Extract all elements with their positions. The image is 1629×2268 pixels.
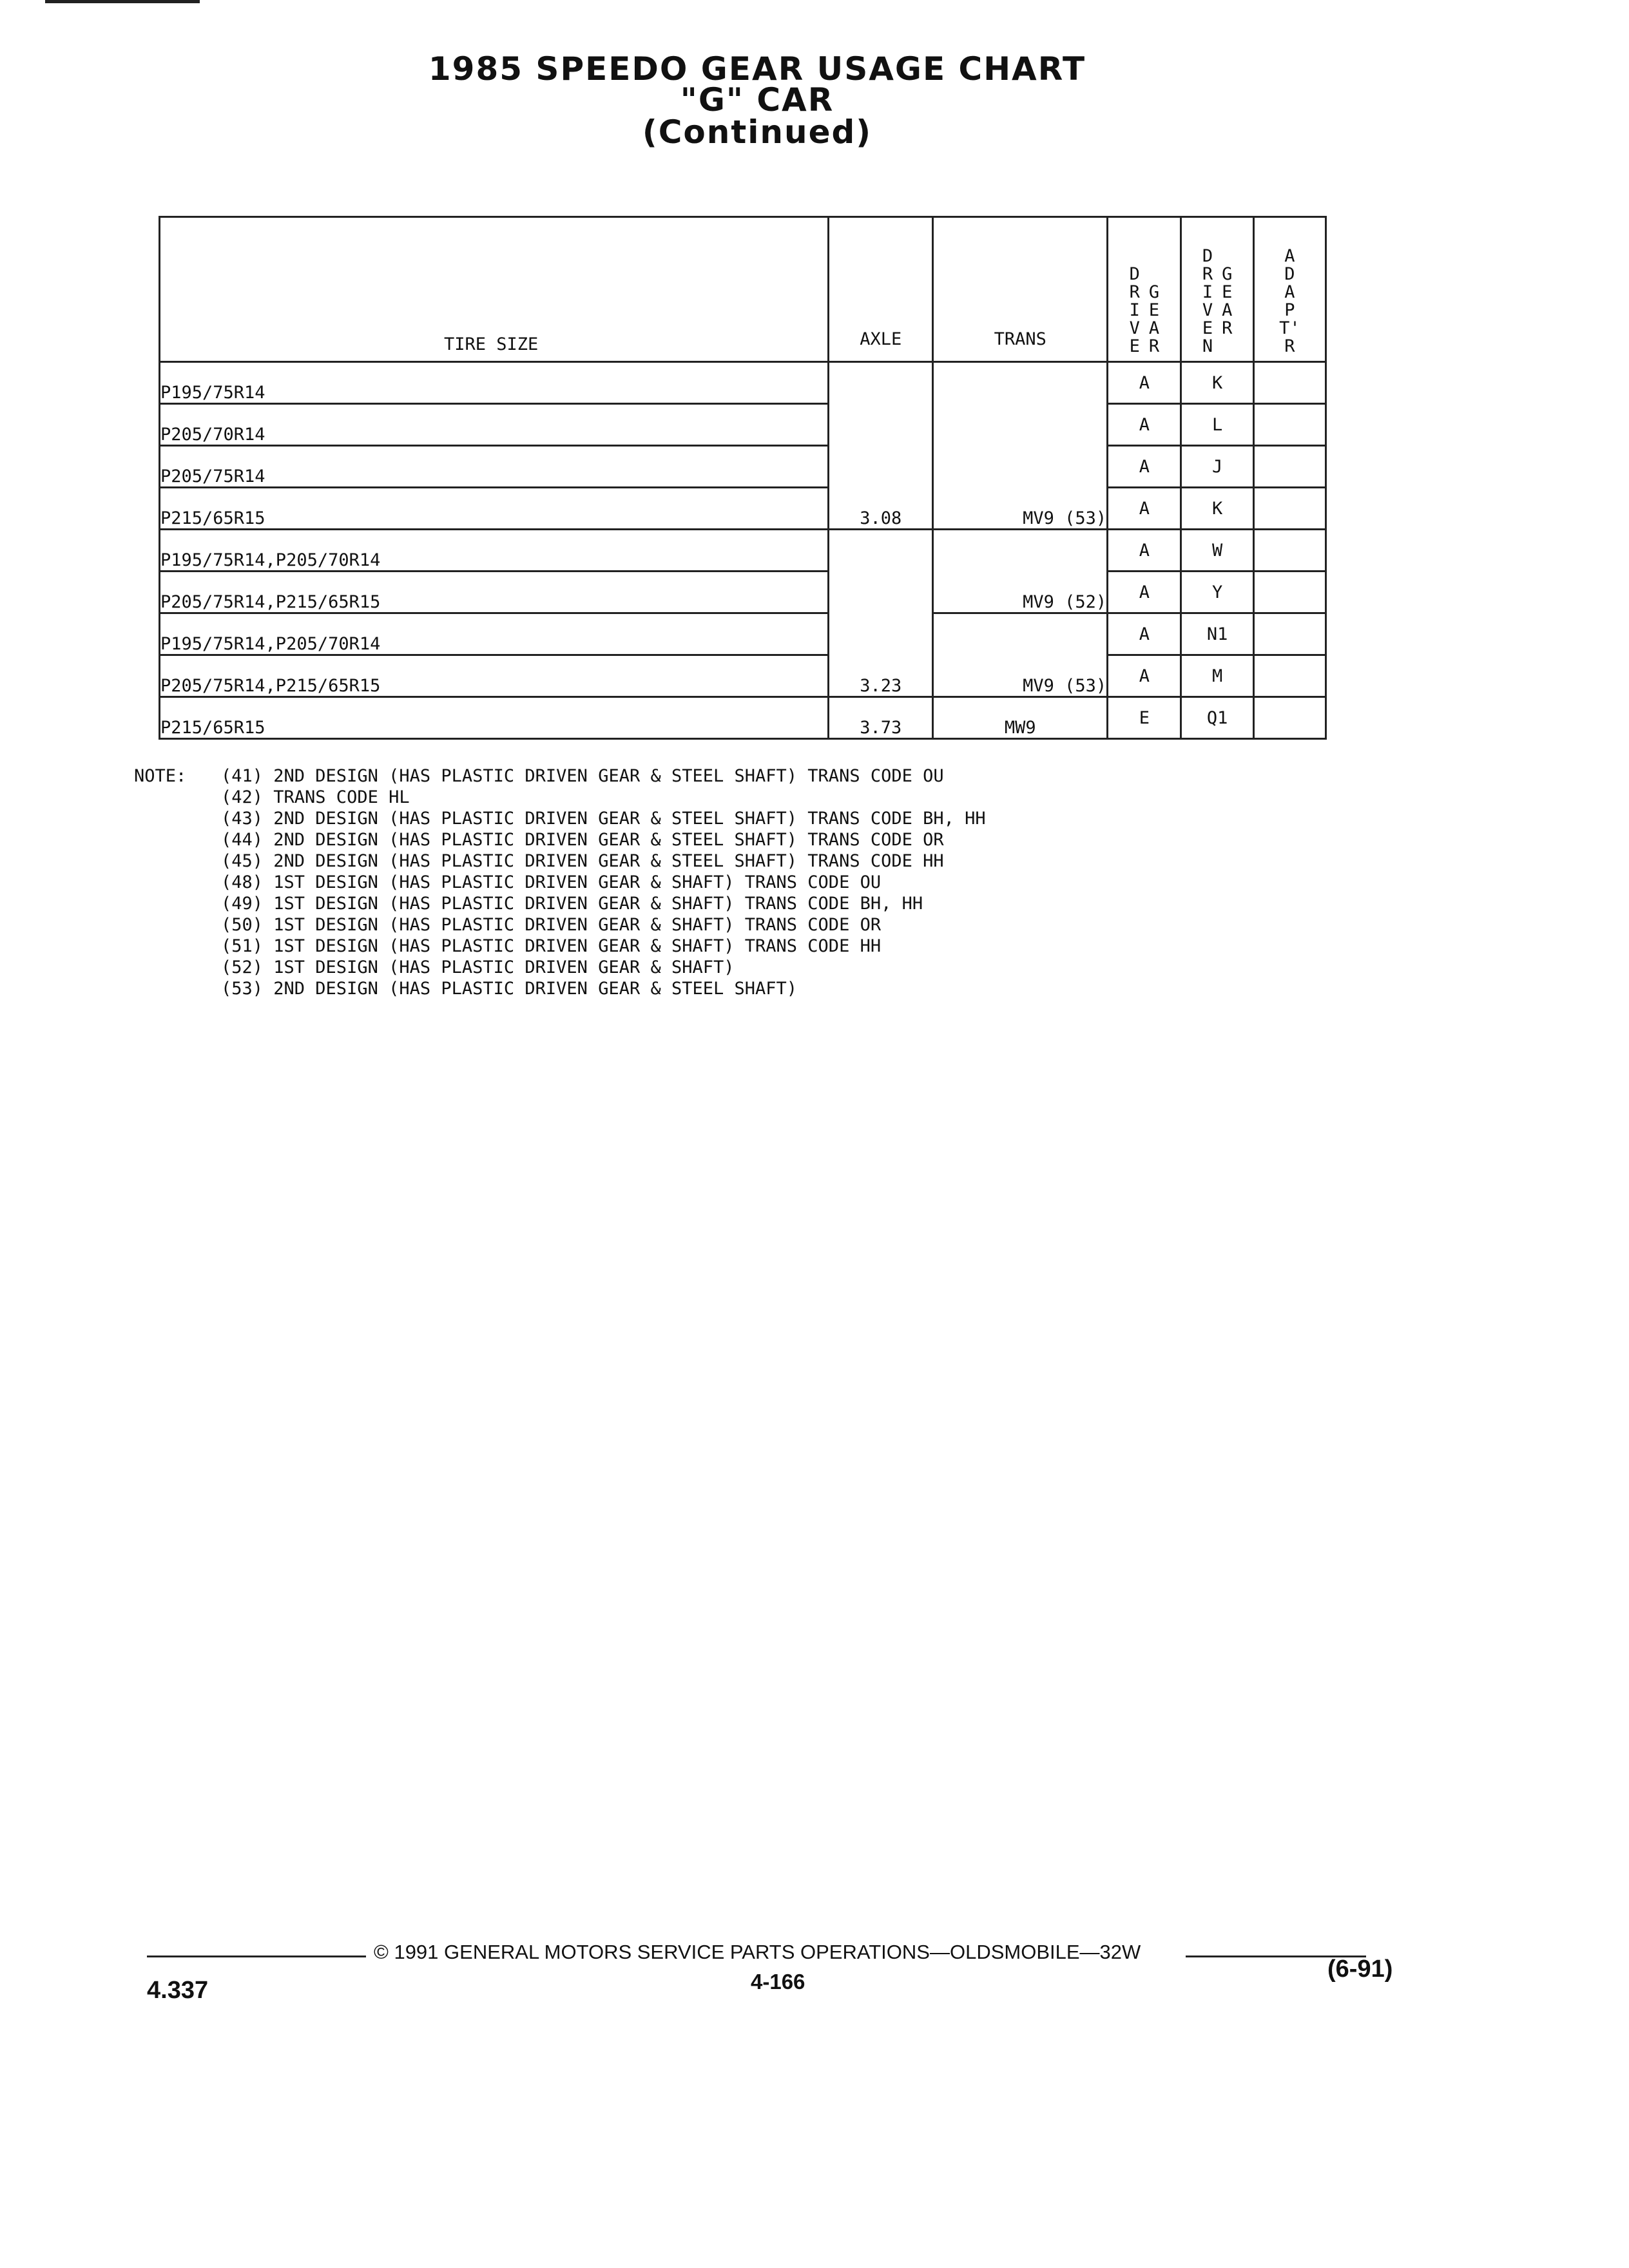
header-letter: R [1129,282,1140,302]
tire-size-cell: P215/65R15 [160,488,829,530]
drive-gear-cell: A [1108,446,1181,488]
header-letter: D [1202,246,1213,266]
note-item: (44) 2ND DESIGN (HAS PLASTIC DRIVEN GEAR & STEEL SHAFT) TRANS CODE OR [221,830,944,850]
header-letter: A [1284,246,1295,266]
tire-size-cell: P195/75R14 [160,362,829,404]
table-row [160,613,1326,655]
adapter-cell [1253,613,1325,655]
adapter-cell [1253,530,1325,572]
header-driven-gear [1181,217,1253,362]
page-number-center: 4-166 [751,1970,805,1994]
note-item: (48) 1ST DESIGN (HAS PLASTIC DRIVEN GEAR & SHAFT) TRANS CODE OU [221,872,882,892]
note-label: NOTE: [134,766,187,786]
header-letter: I [1202,282,1213,302]
table-row [160,655,1326,697]
table-row [160,572,1326,613]
page-number-left: 4.337 [147,1977,209,2004]
header-tire-size: TIRE SIZE [160,217,829,362]
table-row [160,404,1326,446]
note-item: (52) 1ST DESIGN (HAS PLASTIC DRIVEN GEAR & SHAFT) [221,957,735,977]
driven-gear-cell: K [1181,488,1253,530]
note-item: (41) 2ND DESIGN (HAS PLASTIC DRIVEN GEAR & STEEL SHAFT) TRANS CODE OU [221,766,944,786]
tire-size-cell: P215/65R15 [160,697,829,739]
drive-gear-cell: A [1108,613,1181,655]
header-axle: AXLE [829,217,933,362]
drive-gear-cell: E [1108,697,1181,739]
header-letter: G [1222,264,1233,284]
axle-cell: 3.23 [829,530,933,697]
drive-gear-cell: A [1108,362,1181,404]
axle-cell: 3.73 [829,697,933,739]
note-item: (51) 1ST DESIGN (HAS PLASTIC DRIVEN GEAR & SHAFT) TRANS CODE HH [221,936,882,956]
adapter-cell [1253,446,1325,488]
header-letter: G [1148,282,1160,302]
table-row [160,362,1326,404]
adapter-cell [1253,572,1325,613]
driven-gear-cell: M [1181,655,1253,697]
note-item: (49) 1ST DESIGN (HAS PLASTIC DRIVEN GEAR & SHAFT) TRANS CODE BH, HH [221,894,923,914]
top-rule [45,0,200,3]
chart-title: 1985 SPEEDO GEAR USAGE CHART [428,50,1086,88]
tire-size-cell: P205/75R14 [160,446,829,488]
table-row [160,530,1326,572]
revision-date: (6-91) [1327,1956,1393,1983]
note-item: (43) 2ND DESIGN (HAS PLASTIC DRIVEN GEAR & STEEL SHAFT) TRANS CODE BH, HH [221,809,986,829]
trans-cell: MV9 (53) [933,613,1108,697]
header-letter: E [1222,282,1233,302]
driven-gear-cell: K [1181,362,1253,404]
driven-gear-cell: J [1181,446,1253,488]
header-letter: R [1148,336,1160,356]
table-row [160,446,1326,488]
table-row [160,488,1326,530]
adapter-label [1279,247,1300,356]
tire-size-cell: P205/70R14 [160,404,829,446]
gear-label [1149,284,1159,356]
adapter-cell [1253,362,1325,404]
header-letter: V [1129,318,1140,338]
driven-gear-cell: Y [1181,572,1253,613]
drive-label [1130,265,1140,356]
header-letter: E [1202,318,1213,338]
adapter-cell [1253,488,1325,530]
notes-section [134,765,986,999]
note-list [221,765,986,999]
note-item: (42) TRANS CODE HL [221,787,410,807]
header-adapter [1253,217,1325,362]
note-item: (53) 2ND DESIGN (HAS PLASTIC DRIVEN GEAR & STEEL SHAFT) [221,979,798,999]
header-drive-gear [1108,217,1181,362]
header-letter: E [1129,336,1140,356]
table-header-row [160,217,1326,362]
note-item: (50) 1ST DESIGN (HAS PLASTIC DRIVEN GEAR & SHAFT) TRANS CODE OR [221,915,882,935]
tire-size-cell: P195/75R14,P205/70R14 [160,613,829,655]
header-letter: T' [1279,318,1300,338]
header-letter: V [1202,300,1213,320]
header-letter: R [1222,318,1233,338]
header-letter: E [1148,300,1160,320]
header-letter: P [1284,300,1295,320]
speedo-gear-table [159,216,1327,740]
header-letter: A [1148,318,1160,338]
tire-size-cell: P205/75R14,P215/65R15 [160,572,829,613]
drive-gear-cell: A [1108,572,1181,613]
trans-cell: MW9 [933,697,1108,739]
driven-label [1202,247,1213,356]
footer-copyright: © 1991 GENERAL MOTORS SERVICE PARTS OPERATIONS—OLDSMOBILE—32W [374,1941,1141,1963]
header-letter: A [1222,300,1233,320]
drive-gear-cell: A [1108,655,1181,697]
driven-gear-cell: L [1181,404,1253,446]
adapter-cell [1253,404,1325,446]
header-letter: D [1129,264,1140,284]
chart-continued: (Continued) [642,113,872,151]
note-item: (45) 2ND DESIGN (HAS PLASTIC DRIVEN GEAR & STEEL SHAFT) TRANS CODE HH [221,851,944,871]
header-letter: I [1129,300,1140,320]
tire-size-cell: P195/75R14,P205/70R14 [160,530,829,572]
header-letter: A [1284,282,1295,302]
driven-gear-cell: Q1 [1181,697,1253,739]
chart-subtitle: "G" CAR [680,81,834,119]
drive-gear-cell: A [1108,530,1181,572]
driven-gear-cell: W [1181,530,1253,572]
header-letter: R [1284,336,1295,356]
trans-cell: MV9 (52) [933,530,1108,613]
header-letter: N [1202,336,1213,356]
header-letter: D [1284,264,1295,284]
header-letter: R [1202,264,1213,284]
footer-rule-left [147,1956,366,1957]
driven-gear-cell: N1 [1181,613,1253,655]
axle-cell: 3.08 [829,362,933,530]
tire-size-cell: P205/75R14,P215/65R15 [160,655,829,697]
adapter-cell [1253,655,1325,697]
trans-cell: MV9 (53) [933,362,1108,530]
drive-gear-cell: A [1108,488,1181,530]
adapter-cell [1253,697,1325,739]
header-trans: TRANS [933,217,1108,362]
table-row [160,697,1326,739]
drive-gear-cell: A [1108,404,1181,446]
gear-label [1222,265,1232,338]
